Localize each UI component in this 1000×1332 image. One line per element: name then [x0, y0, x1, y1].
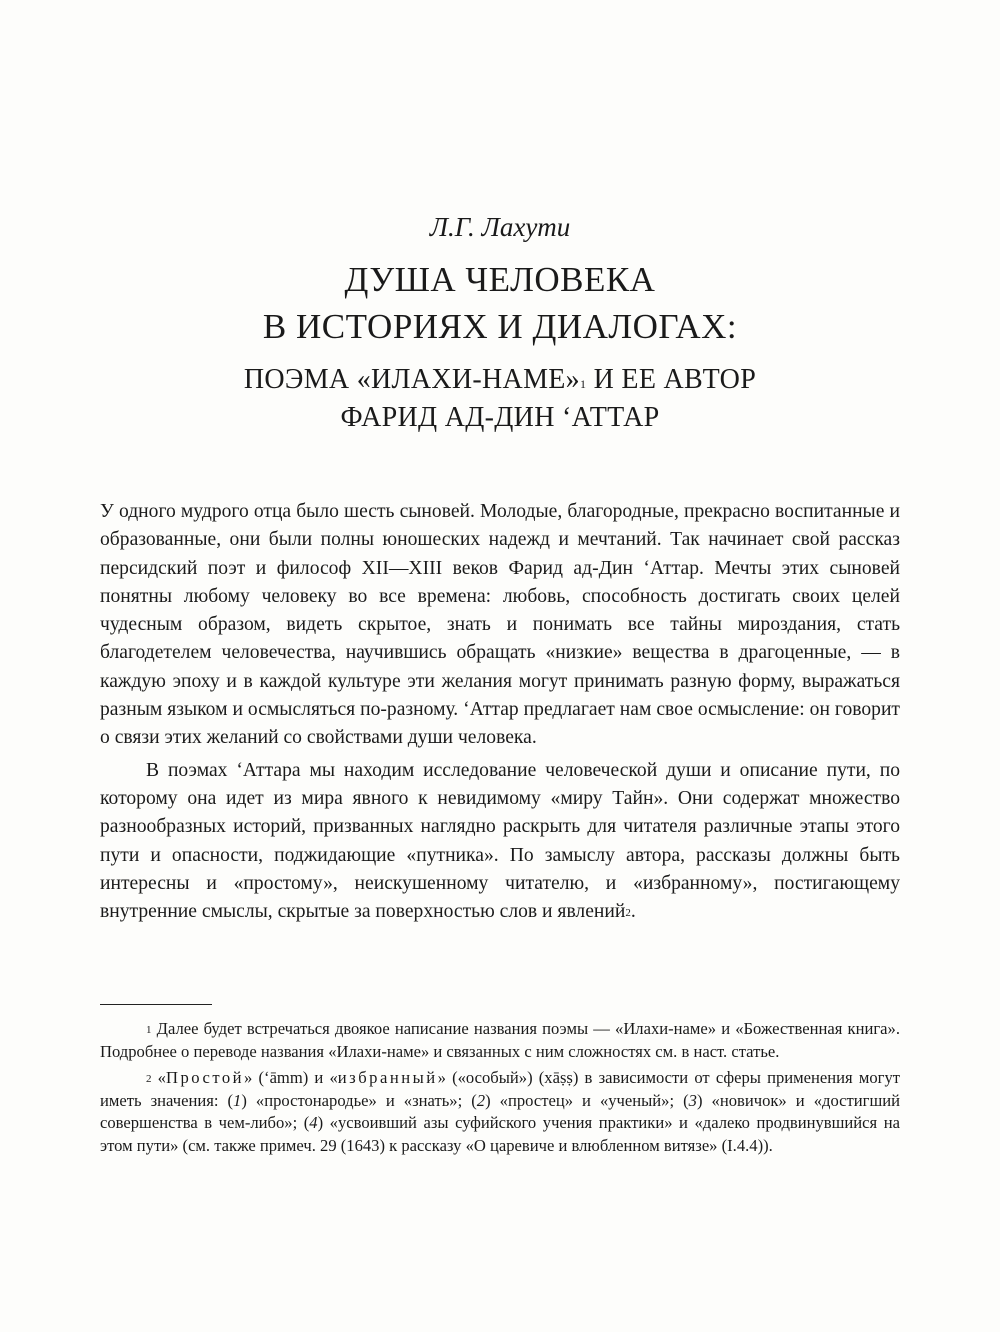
footnote-1-text: Далее будет встречаться двоякое написание названия поэмы — «Илахи-наме» и «Божественная книга». Подробнее о переводе названия «Илахи-наме» и связанных с ним сложностях см. в наст. статье. — [100, 1019, 900, 1061]
paragraph-2 — [100, 757, 900, 927]
footnote-2-part-c: » («особый») (xāṣṣ) в зависимости от сферы применения могут иметь значения: ( — [100, 1068, 900, 1110]
footnote-2-part-a: « — [151, 1068, 166, 1088]
body-text — [100, 498, 900, 926]
article-title-line-2: В ИСТОРИЯХ И ДИАЛОГАХ: — [262, 307, 738, 346]
footnote-2-item-1: 1 — [233, 1090, 242, 1110]
article-subtitle-line-2: ФАРИД АД-ДИН ‘АТТАР — [340, 402, 660, 433]
footnote-2-part-g: ) «усвоивший азы суфийского учения практики» и «далеко продвинувшийся на этом пути» (см. также примеч. 29 (1643) к рассказу «О царевиче и влюбленном витязе» (I.4.4)). — [100, 1113, 900, 1155]
footnote-2-item-3: 3 — [688, 1090, 697, 1110]
paragraph-2-end: . — [630, 901, 636, 923]
footnote-2-part-e: ) «простец» и «ученый»; ( — [485, 1090, 689, 1110]
author-name: Л.Г. Лахути — [429, 212, 571, 242]
footnote-2-part-b: » (‘āmm) и « — [244, 1068, 338, 1088]
footnote-1 — [100, 1018, 900, 1063]
footnote-ref-2[interactable]: 2 — [625, 907, 631, 920]
subtitle-text-after: И ЕЕ АВТОР — [586, 364, 757, 395]
footnote-2-item-2: 2 — [476, 1090, 486, 1110]
footnote-2 — [100, 1067, 900, 1157]
subtitle-text-before: ПОЭМА «ИЛАХИ-НАМЕ» — [243, 364, 580, 395]
article-title-line-1: ДУША ЧЕЛОВЕКА — [344, 260, 656, 299]
paragraph-1: У одного мудрого отца было шесть сыновей. Молодые, благородные, прекрасно воспитанные и образованные, они были полны юношеских надежд и мечтаний. Так начинает свой рассказ персидский поэт и философ XII—XIII веков Фарид ад-Дин ‘Аттар. Мечты этих сыновей понятны любому человеку во все времена: любовь, способность достигать своих целей чудесным образом, видеть скрытое, знать и понимать все тайны мироздания, стать благодетелем человечества, научившись обращать «низкие» вещества в драгоценные, — в каждую эпоху и в каждой культуре эти желания могут принимать разную форму, выражаться разным языком и осмысляться по-разному. ‘Аттар предлагает нам свое осмысление: он говорит о связи этих желаний со свойствами души человека. — [100, 501, 900, 749]
footnotes — [100, 1018, 900, 1158]
footnote-2-item-4: 4 — [309, 1113, 318, 1133]
article-subtitle-line-1 — [0, 362, 1000, 398]
footnote-2-number: 2 — [146, 1073, 152, 1086]
footnote-2-part-d: ) «простонародье» и «знать»; ( — [241, 1090, 477, 1110]
term-chosen: избранный — [337, 1068, 438, 1088]
footnote-divider — [100, 1004, 212, 1005]
footnote-ref-1[interactable]: 1 — [579, 377, 587, 391]
footnote-1-number: 1 — [146, 1024, 152, 1036]
footnote-2-part-f: ) «новичок» и «достигший совершенства в чем-либо»; ( — [100, 1090, 900, 1133]
paragraph-2-text: В поэмах ‘Аттара мы находим исследование человеческой души и описание пути, по которому она идет из мира явного к невидимому «миру Тайн». Они содержат множество разнообразных историй, призванных наглядно раскрыть для читателя различные этапы этого пути и опасности, поджидающие «путника». По замыслу автора, рассказы должны быть интересны и «простому», неискушенному читателю, и «избранному», постигающему внутренние смыслы, скрытые за поверхностью слов и явлений — [100, 759, 900, 923]
term-simple: Простой — [165, 1068, 245, 1088]
